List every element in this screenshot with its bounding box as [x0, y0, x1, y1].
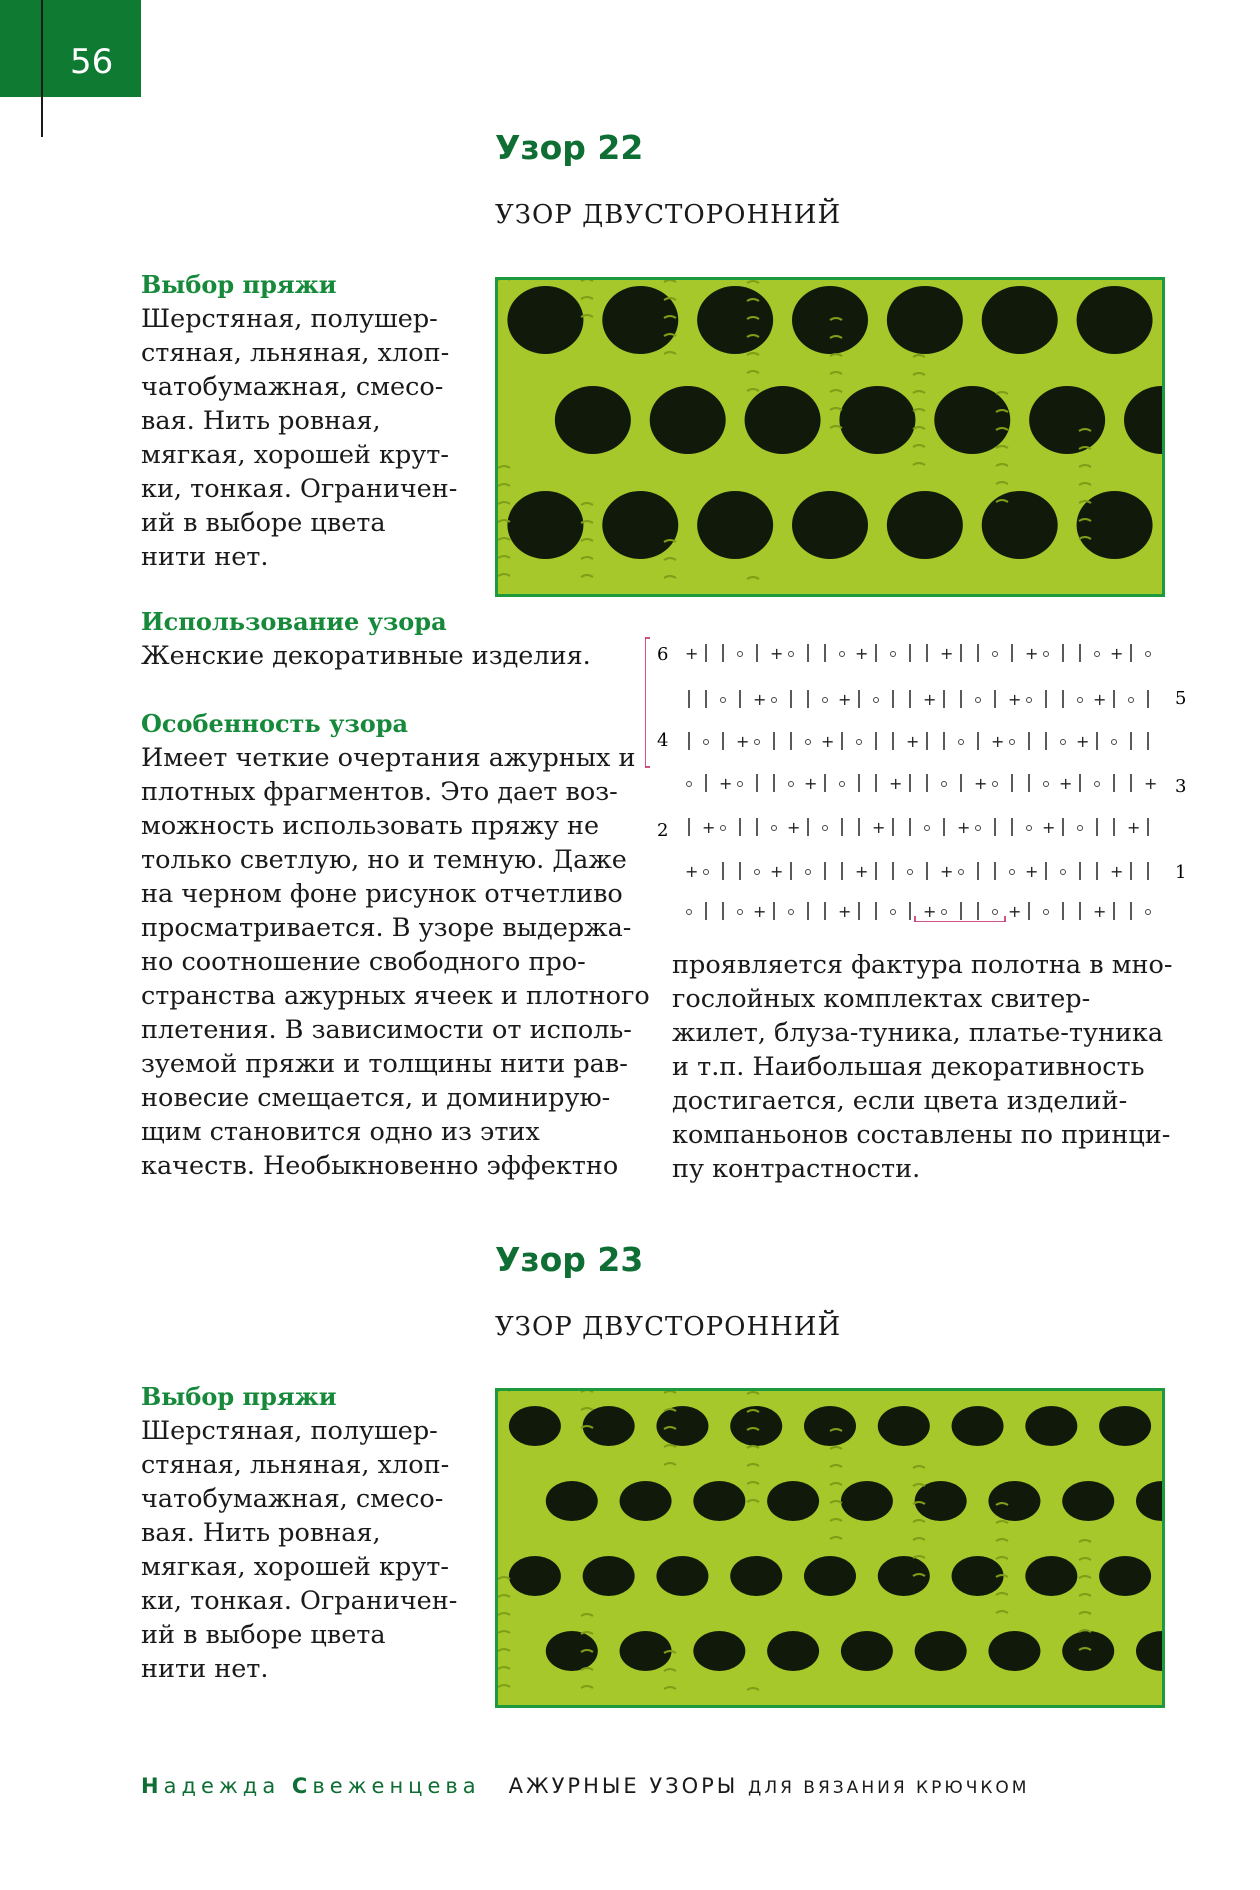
chain-symbol — [789, 782, 794, 787]
chain-symbol — [738, 652, 743, 657]
mesh-hole — [1025, 1406, 1077, 1446]
chain-symbol — [1044, 782, 1049, 787]
mesh-hole — [1025, 1556, 1077, 1596]
mesh-hole — [697, 286, 773, 354]
chain-symbol — [704, 870, 709, 875]
pattern-22-usage-text: Женские декоративные изделия. — [141, 641, 591, 671]
single-crochet-symbol: + — [1093, 902, 1107, 921]
mesh-hole — [656, 1406, 708, 1446]
single-crochet-symbol: + — [923, 690, 937, 709]
chain-symbol — [1146, 652, 1151, 657]
pattern-22-photo — [495, 277, 1165, 597]
text-line: странства ажурных ячеек и плотного — [141, 981, 650, 1011]
mesh-hole — [878, 1556, 930, 1596]
single-crochet-symbol: + — [838, 902, 852, 921]
chain-symbol — [993, 652, 998, 657]
chain-symbol — [772, 826, 777, 831]
single-crochet-symbol: + — [1110, 644, 1124, 663]
mesh-hole — [839, 386, 915, 454]
text-line: ий в выборе цвета — [141, 1620, 386, 1650]
chain-symbol — [687, 782, 692, 787]
text-line: проявляется фактура полотна в мно- — [672, 950, 1173, 980]
footer-book-title — [509, 1774, 1030, 1798]
text-line: зуемой пряжи и толщины нити рав- — [141, 1049, 628, 1079]
single-crochet-symbol: + — [1076, 732, 1090, 751]
mesh-hole — [1099, 1556, 1151, 1596]
text-line: вая. Нить ровная, — [141, 1518, 381, 1548]
mesh-hole — [602, 491, 678, 559]
text-line: мягкая, хорошей крут- — [141, 1552, 450, 1582]
chain-symbol — [789, 652, 794, 657]
text-line: можность использовать пряжу не — [141, 811, 600, 841]
text-line: мягкая, хорошей крут- — [141, 440, 450, 470]
mesh-hole — [697, 491, 773, 559]
mesh-hole — [804, 1406, 856, 1446]
chain-symbol — [1129, 698, 1134, 703]
text-line: ий в выборе цвета — [141, 508, 386, 538]
text-line: чатобумажная, смесо- — [141, 372, 444, 402]
chain-symbol — [823, 826, 828, 831]
chain-symbol — [891, 652, 896, 657]
single-crochet-symbol: + — [1127, 818, 1141, 837]
crochet-swatch-image — [498, 280, 1162, 594]
single-crochet-symbol: + — [685, 862, 699, 881]
chain-symbol — [755, 740, 760, 745]
chain-symbol — [738, 910, 743, 915]
single-crochet-symbol: + — [702, 818, 716, 837]
pattern-23-yarn-text — [141, 1414, 457, 1686]
pattern-22-title: Узор 22 — [495, 128, 644, 167]
mesh-hole — [1062, 1631, 1114, 1671]
single-crochet-symbol: + — [804, 774, 818, 793]
pattern-22-feature-text-left — [141, 741, 650, 1183]
chain-symbol — [755, 870, 760, 875]
mesh-hole — [915, 1631, 967, 1671]
single-crochet-symbol: + — [1093, 690, 1107, 709]
mesh-hole — [934, 386, 1010, 454]
row-label-3: 3 — [1175, 776, 1187, 797]
text-line: Имеет четкие очертания ажурных и — [141, 743, 636, 773]
single-crochet-symbol: + — [940, 644, 954, 663]
mesh-hole — [887, 286, 963, 354]
mesh-hole — [650, 386, 726, 454]
mesh-hole — [745, 386, 821, 454]
single-crochet-symbol: + — [1042, 818, 1056, 837]
pattern-22-crochet-chart — [645, 632, 1205, 922]
single-crochet-symbol: + — [1025, 862, 1039, 881]
pattern-22-yarn-heading: Выбор пряжи — [141, 270, 337, 299]
text-line: но соотношение свободного про- — [141, 947, 586, 977]
chain-symbol — [1027, 826, 1032, 831]
mesh-hole — [915, 1481, 967, 1521]
text-line: плотных фрагментов. Это дает воз- — [141, 777, 618, 807]
mesh-hole — [546, 1481, 598, 1521]
single-crochet-symbol: + — [855, 644, 869, 663]
pattern-22-usage-heading: Использование узора — [141, 607, 447, 636]
chain-symbol — [959, 740, 964, 745]
chain-symbol — [976, 698, 981, 703]
single-crochet-symbol: + — [906, 732, 920, 751]
mesh-hole — [988, 1481, 1040, 1521]
chain-symbol — [1044, 652, 1049, 657]
pattern-23-photo — [495, 1388, 1165, 1708]
chain-symbol — [1061, 870, 1066, 875]
text-line: новесие смещается, и доминирую- — [141, 1083, 611, 1113]
mesh-hole — [988, 1631, 1040, 1671]
text-line: пу контрастности. — [672, 1154, 921, 1184]
mesh-hole — [982, 286, 1058, 354]
single-crochet-symbol: + — [753, 690, 767, 709]
chain-symbol — [891, 910, 896, 915]
chain-symbol — [704, 740, 709, 745]
single-crochet-symbol: + — [821, 732, 835, 751]
mesh-hole — [1062, 1481, 1114, 1521]
mesh-hole — [804, 1556, 856, 1596]
single-crochet-symbol: + — [685, 644, 699, 663]
chain-symbol — [942, 782, 947, 787]
pattern-22-yarn-text — [141, 302, 457, 574]
text-line: жилет, блуза-туника, платье-туника — [672, 1018, 1164, 1048]
chain-symbol — [942, 910, 947, 915]
mesh-hole — [952, 1406, 1004, 1446]
mesh-hole — [841, 1631, 893, 1671]
mesh-hole — [767, 1631, 819, 1671]
crochet-symbol-chart — [645, 632, 1205, 922]
mesh-hole — [1077, 286, 1153, 354]
chain-symbol — [806, 740, 811, 745]
text-line: нити нет. — [141, 542, 269, 572]
pattern-22-feature-text-right — [672, 948, 1173, 1186]
mesh-hole — [730, 1556, 782, 1596]
mesh-hole — [620, 1481, 672, 1521]
single-crochet-symbol: + — [838, 690, 852, 709]
page-margin-line — [41, 0, 43, 137]
page-number: 56 — [70, 42, 114, 82]
chain-symbol — [1061, 740, 1066, 745]
single-crochet-symbol: + — [1144, 774, 1158, 793]
author-initial: Н — [141, 1774, 164, 1798]
chain-symbol — [687, 910, 692, 915]
text-line: нити нет. — [141, 1654, 269, 1684]
single-crochet-symbol: + — [855, 862, 869, 881]
mesh-hole — [1099, 1406, 1151, 1446]
text-line: Шерстяная, полушер- — [141, 304, 438, 334]
author-last-name: веженцева — [312, 1774, 481, 1798]
chain-symbol — [857, 740, 862, 745]
mesh-hole — [507, 491, 583, 559]
chain-symbol — [908, 870, 913, 875]
chain-symbol — [772, 698, 777, 703]
mesh-hole — [841, 1481, 893, 1521]
chain-symbol — [925, 826, 930, 831]
text-line: качеств. Необыкновенно эффектно — [141, 1151, 619, 1181]
chain-symbol — [1095, 782, 1100, 787]
chain-symbol — [806, 870, 811, 875]
pattern-23-yarn-heading: Выбор пряжи — [141, 1382, 337, 1411]
author-first-name: адежда — [163, 1774, 281, 1798]
chain-symbol — [1027, 698, 1032, 703]
text-line: и т.п. Наибольшая декоративность — [672, 1052, 1145, 1082]
mesh-hole — [792, 491, 868, 559]
text-line: Шерстяная, полушер- — [141, 1416, 438, 1446]
chain-symbol — [789, 910, 794, 915]
chain-symbol — [976, 826, 981, 831]
text-line: стяная, льняная, хлоп- — [141, 338, 450, 368]
chain-symbol — [721, 698, 726, 703]
text-line: достигается, если цвета изделий- — [672, 1086, 1128, 1116]
chain-symbol — [1078, 826, 1083, 831]
mesh-hole — [767, 1481, 819, 1521]
chain-symbol — [823, 698, 828, 703]
text-line: компаньонов составлены по принци- — [672, 1120, 1171, 1150]
single-crochet-symbol: + — [889, 774, 903, 793]
crochet-swatch-image — [498, 1391, 1162, 1705]
single-crochet-symbol: + — [991, 732, 1005, 751]
repeat-bracket — [645, 638, 650, 767]
single-crochet-symbol: + — [872, 818, 886, 837]
chain-symbol — [1010, 740, 1015, 745]
text-line: ки, тонкая. Ограничен- — [141, 1586, 458, 1616]
mesh-hole — [555, 386, 631, 454]
single-crochet-symbol: + — [940, 862, 954, 881]
text-line: ки, тонкая. Ограничен- — [141, 474, 458, 504]
chain-symbol — [959, 870, 964, 875]
mesh-hole — [878, 1406, 930, 1446]
chain-symbol — [1044, 910, 1049, 915]
mesh-hole — [509, 1406, 561, 1446]
mesh-hole — [693, 1631, 745, 1671]
single-crochet-symbol: + — [923, 902, 937, 921]
pattern-23-title: Узор 23 — [495, 1240, 644, 1279]
single-crochet-symbol: + — [770, 644, 784, 663]
mesh-hole — [509, 1556, 561, 1596]
text-line: на черном фоне рисунок отчетливо — [141, 879, 623, 909]
mesh-hole — [887, 491, 963, 559]
mesh-hole — [1029, 386, 1105, 454]
mesh-hole — [620, 1631, 672, 1671]
pattern-23-subtitle: УЗОР ДВУСТОРОННИЙ — [495, 1312, 842, 1342]
text-line: только светлую, но и темную. Даже — [141, 845, 627, 875]
row-label-1: 1 — [1175, 862, 1187, 883]
mesh-hole — [602, 286, 678, 354]
text-line: плетения. В зависимости от исполь- — [141, 1015, 632, 1045]
chain-symbol — [1146, 910, 1151, 915]
mesh-hole — [656, 1556, 708, 1596]
chain-symbol — [1112, 740, 1117, 745]
single-crochet-symbol: + — [974, 774, 988, 793]
single-crochet-symbol: + — [957, 818, 971, 837]
chain-symbol — [1095, 652, 1100, 657]
pattern-22-subtitle: УЗОР ДВУСТОРОННИЙ — [495, 200, 842, 230]
footer-author — [141, 1774, 481, 1798]
single-crochet-symbol: + — [1008, 902, 1022, 921]
chain-symbol — [840, 782, 845, 787]
mesh-hole — [507, 286, 583, 354]
chain-symbol — [993, 782, 998, 787]
single-crochet-symbol: + — [1110, 862, 1124, 881]
single-crochet-symbol: + — [1059, 774, 1073, 793]
row-label-2: 2 — [657, 820, 669, 841]
single-crochet-symbol: + — [1008, 690, 1022, 709]
mesh-hole — [730, 1406, 782, 1446]
row-label-5: 5 — [1175, 688, 1187, 709]
chain-symbol — [874, 698, 879, 703]
page-footer — [141, 1774, 1029, 1798]
mesh-hole — [583, 1556, 635, 1596]
book-title-rest: ДЛЯ ВЯЗАНИЯ КРЮЧКОМ — [748, 1778, 1030, 1798]
single-crochet-symbol: + — [787, 818, 801, 837]
text-line: щим становится одно из этих — [141, 1117, 540, 1147]
text-line: чатобумажная, смесо- — [141, 1484, 444, 1514]
text-line: вая. Нить ровная, — [141, 406, 381, 436]
book-title-main: АЖУРНЫЕ УЗОРЫ — [508, 1774, 739, 1798]
chain-symbol — [993, 910, 998, 915]
single-crochet-symbol: + — [736, 732, 750, 751]
single-crochet-symbol: + — [1025, 644, 1039, 663]
text-line: гослойных комплектах свитер- — [672, 984, 1091, 1014]
chain-symbol — [721, 826, 726, 831]
chain-symbol — [1078, 698, 1083, 703]
pattern-22-feature-heading: Особенность узора — [141, 709, 409, 738]
mesh-hole — [693, 1481, 745, 1521]
row-label-4: 4 — [657, 730, 669, 751]
text-line: стяная, льняная, хлоп- — [141, 1450, 450, 1480]
text-line: просматривается. В узоре выдержа- — [141, 913, 632, 943]
mesh-hole — [982, 491, 1058, 559]
chain-symbol — [840, 652, 845, 657]
chain-symbol — [1010, 870, 1015, 875]
single-crochet-symbol: + — [770, 862, 784, 881]
chain-symbol — [738, 782, 743, 787]
single-crochet-symbol: + — [753, 902, 767, 921]
row-label-6: 6 — [657, 644, 669, 665]
author-initial: С — [291, 1774, 313, 1798]
single-crochet-symbol: + — [719, 774, 733, 793]
